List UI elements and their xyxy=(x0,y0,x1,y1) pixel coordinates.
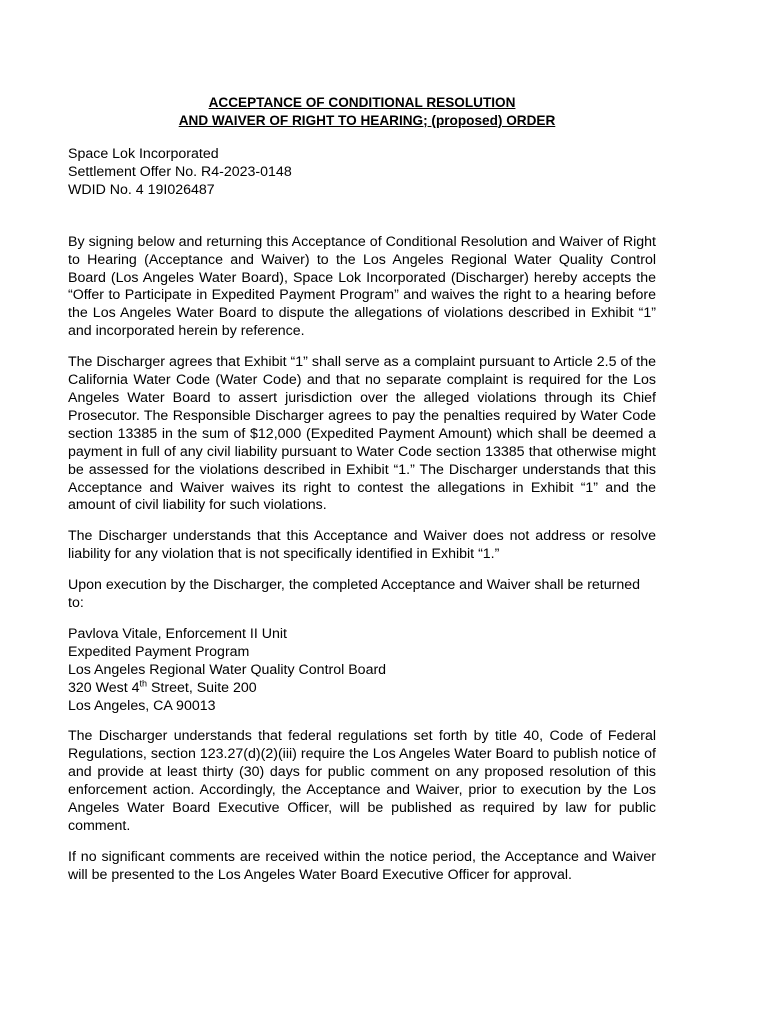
address-street-number: 320 West 4 xyxy=(68,679,140,696)
paragraph-liability-scope: The Discharger understands that this Acceptance and Waiver does not address or resolve liability for any violation that is not specifically identified in Exhibit “1.” xyxy=(68,528,656,563)
address-name: Pavlova Vitale, Enforcement II Unit xyxy=(68,625,287,642)
paragraph-approval: If no significant comments are received within the notice period, the Acceptance and Waiver will be presented to the Los Angeles Water Board Executive Officer for approval. xyxy=(68,848,656,883)
address-street-ordinal: th xyxy=(139,677,148,688)
document-page xyxy=(68,94,656,885)
address-agency: Los Angeles Regional Water Quality Control Board xyxy=(68,661,387,678)
paragraph-public-comment: The Discharger understands that federal regulations set forth by title 40, Code of Federal Regulations, section 123.27(d)(2)(iii) require the Los Angeles Water Board to publish notice of and provide at least thirty (30) days for public comment on any proposed resolution of this enforcement action. Accordingly, the Acceptance and Waiver, prior to execution by the Los Angeles Water Board Executive Officer, will be published as required by law for public comment. xyxy=(68,728,656,834)
address-program: Expedited Payment Program xyxy=(68,643,250,660)
paragraph-return-instructions: Upon execution by the Discharger, the completed Acceptance and Waiver shall be returned to: xyxy=(68,577,641,612)
address-street-rest: Street, Suite 200 xyxy=(147,679,257,696)
address-street xyxy=(68,677,656,698)
paragraph-complaint: The Discharger agrees that Exhibit “1” shall serve as a complaint pursuant to Article 2.5 of the California Water Code (Water Code) and that no separate complaint is required for the Los Angeles Water Board to assert jurisdiction over the alleged violations through its Chief Prosecutor. The Responsible Discharger agrees to pay the penalties required by Water Code section 13385 in the sum of $12,000 (Expedited Payment Amount) which shall be deemed a payment in full of any civil liability pursuant to Water Code section 13385 that otherwise might be assessed for the violations described in Exhibit “1.” The Discharger understands that this Acceptance and Waiver waives its right to contest the allegations in Exhibit “1” and the amount of civil liability for such violations. xyxy=(68,354,656,514)
wdid-number: WDID No. 4 19I026487 xyxy=(68,181,215,198)
address-city: Los Angeles, CA 90013 xyxy=(68,697,216,714)
settlement-offer-number: Settlement Offer No. R4-2023-0148 xyxy=(68,163,292,180)
document-title xyxy=(68,94,656,129)
title-line-1: ACCEPTANCE OF CONDITIONAL RESOLUTION xyxy=(208,95,516,110)
paragraph-acceptance: By signing below and returning this Acceptance of Conditional Resolution and Waiver of Right to Hearing (Acceptance and Waiver) to the Los Angeles Regional Water Quality Control Board (Los Angeles Water Board), Space Lok Incorporated (Discharger) hereby accepts the “Offer to Participate in Expedited Payment Program” and waives the right to a hearing before the Los Angeles Water Board to dispute the allegations of violations described in Exhibit “1” and incorporated herein by reference. xyxy=(68,233,656,340)
company-name: Space Lok Incorporated xyxy=(68,146,219,162)
title-line-2: AND WAIVER OF RIGHT TO HEARING; (proposed) ORDER xyxy=(178,112,556,128)
return-address xyxy=(68,626,656,716)
discharger-info xyxy=(68,146,656,200)
